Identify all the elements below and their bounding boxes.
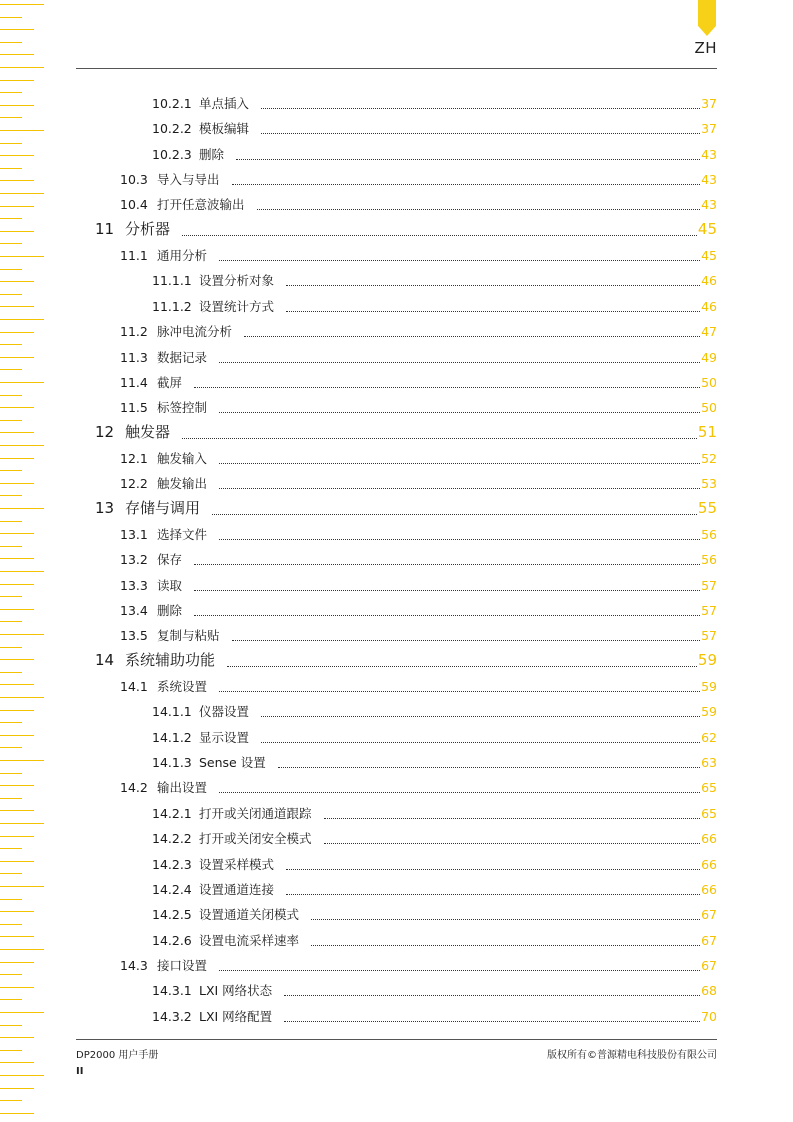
toc-page-number: 43 xyxy=(701,197,717,213)
toc-dot-leader xyxy=(284,994,700,996)
toc-entry-number: 14.2.2 xyxy=(152,831,192,847)
ruler-mark xyxy=(0,659,34,660)
ruler-mark xyxy=(0,974,22,975)
toc-page-number: 49 xyxy=(701,349,717,365)
ruler-mark xyxy=(0,4,44,5)
toc-entry-number: 14.2.4 xyxy=(152,881,192,897)
toc-entry-number: 13.1 xyxy=(120,526,148,542)
toc-page-number: 67 xyxy=(701,957,717,973)
toc-entry-number: 14.2 xyxy=(120,780,148,796)
toc-page-number: 57 xyxy=(701,603,717,618)
toc-dot-leader xyxy=(219,462,700,464)
toc-entry-title: 分析器 xyxy=(125,219,171,238)
ruler-mark xyxy=(0,798,22,799)
toc-entry[interactable] xyxy=(120,626,717,644)
ruler-mark xyxy=(0,886,44,887)
toc-entry[interactable] xyxy=(152,94,717,112)
toc-page-number: 62 xyxy=(701,729,717,745)
toc-entry-title: 标签控制 xyxy=(157,400,208,416)
toc-entry-number: 14.2.3 xyxy=(152,856,192,872)
toc-entry-title: 选择文件 xyxy=(157,526,208,542)
ruler-mark xyxy=(0,508,44,509)
toc-dot-leader xyxy=(257,208,701,210)
toc-entry-number: 14.1.2 xyxy=(152,729,192,745)
toc-entry-title: 设置统计方式 xyxy=(199,298,275,314)
footer-copyright: 版权所有©普源精电科技股份有限公司 xyxy=(547,1050,717,1061)
toc-dot-leader xyxy=(261,132,700,134)
toc-entry[interactable] xyxy=(120,348,717,366)
toc-page-number: 52 xyxy=(701,450,717,466)
ruler-mark xyxy=(0,634,44,635)
ruler-mark xyxy=(0,344,22,345)
toc-page-number: 57 xyxy=(701,628,717,644)
toc-entry[interactable] xyxy=(152,1007,717,1025)
toc-dot-leader xyxy=(232,639,701,641)
ruler-mark xyxy=(0,1088,34,1089)
ruler-mark xyxy=(0,445,44,446)
toc-entry[interactable] xyxy=(152,271,717,289)
toc-entry-title: 显示设置 xyxy=(199,729,250,745)
toc-entry-number: 11.4 xyxy=(120,374,148,390)
toc-entry-title: 导入与导出 xyxy=(157,172,220,188)
toc-dot-leader xyxy=(324,842,701,844)
toc-entry-number: 13.5 xyxy=(120,628,148,644)
toc-page-number: 65 xyxy=(701,780,717,796)
toc-dot-leader xyxy=(227,665,697,667)
ruler-mark xyxy=(0,80,34,81)
toc-page-number: 65 xyxy=(701,805,717,821)
toc-dot-leader xyxy=(261,715,700,717)
toc-page-number: 59 xyxy=(701,679,717,695)
toc-entry[interactable] xyxy=(152,753,717,771)
toc-dot-leader xyxy=(244,335,700,337)
toc-entry-title: 脉冲电流分析 xyxy=(157,324,233,340)
toc-page-number: 66 xyxy=(701,881,717,897)
ruler-mark xyxy=(0,206,34,207)
margin-ruler-strip xyxy=(0,0,46,1122)
toc-entry[interactable] xyxy=(152,297,717,315)
ruler-mark xyxy=(0,836,34,837)
toc-dot-leader xyxy=(219,969,700,971)
toc-entry-number: 11.2 xyxy=(120,324,148,340)
toc-entry[interactable] xyxy=(120,474,717,492)
ruler-mark xyxy=(0,1100,22,1101)
ruler-mark xyxy=(0,558,34,559)
toc-entry-title: 复制与粘贴 xyxy=(157,628,220,644)
toc-dot-leader xyxy=(219,361,700,363)
toc-entry[interactable] xyxy=(152,981,717,999)
footer-manual-title: DP2000 用户手册 xyxy=(76,1050,159,1061)
ruler-mark xyxy=(0,332,34,333)
ruler-mark xyxy=(0,105,34,106)
toc-entry-title: 触发输出 xyxy=(157,476,208,492)
toc-entry-number: 13 xyxy=(95,498,115,517)
toc-entry[interactable] xyxy=(152,880,717,898)
ruler-mark xyxy=(0,281,34,282)
toc-page-number: 63 xyxy=(701,755,717,771)
ruler-mark xyxy=(0,319,44,320)
toc-page-number: 67 xyxy=(701,907,717,923)
toc-entry[interactable] xyxy=(120,449,717,467)
toc-page-number: 66 xyxy=(701,856,717,872)
toc-entry-number: 10.2.2 xyxy=(152,121,192,137)
toc-page-number: 45 xyxy=(701,248,717,264)
toc-entry[interactable] xyxy=(95,649,717,670)
ruler-mark xyxy=(0,29,34,30)
toc-page-number: 55 xyxy=(697,498,717,517)
toc-dot-leader xyxy=(261,107,700,109)
toc-entry-title: 设置通道关闭模式 xyxy=(199,907,300,923)
toc-entry-title: LXI 网络配置 xyxy=(199,1008,273,1024)
toc-entry[interactable] xyxy=(152,829,717,847)
toc-dot-leader xyxy=(194,614,700,616)
toc-entry-number: 14.1.3 xyxy=(152,755,192,771)
ruler-mark xyxy=(0,810,34,811)
ruler-mark xyxy=(0,130,44,131)
ruler-mark xyxy=(0,54,34,55)
toc-entry-number: 14.1.1 xyxy=(152,704,192,720)
toc-entry-number: 10.2.3 xyxy=(152,146,192,162)
toc-entry[interactable] xyxy=(120,195,717,213)
toc-entry[interactable] xyxy=(120,550,717,568)
ruler-mark xyxy=(0,747,22,748)
toc-dot-leader xyxy=(261,741,700,743)
ruler-mark xyxy=(0,117,22,118)
toc-entry-number: 13.4 xyxy=(120,603,148,618)
ruler-mark xyxy=(0,697,44,698)
toc-entry-number: 12.1 xyxy=(120,450,148,466)
ruler-mark xyxy=(0,924,22,925)
toc-entry[interactable] xyxy=(152,702,717,720)
ruler-mark xyxy=(0,609,34,610)
toc-entry[interactable] xyxy=(120,576,717,594)
toc-page-number: 43 xyxy=(701,172,717,188)
toc-entry-number: 10.3 xyxy=(120,172,148,188)
toc-dot-leader xyxy=(286,868,700,870)
toc-entry-title: 输出设置 xyxy=(157,780,208,796)
ruler-mark xyxy=(0,848,22,849)
ruler-mark xyxy=(0,596,22,597)
ruler-mark xyxy=(0,1012,44,1013)
ruler-mark xyxy=(0,621,22,622)
toc-entry-number: 14.2.6 xyxy=(152,932,192,948)
toc-dot-leader xyxy=(212,513,697,515)
toc-dot-leader xyxy=(284,1020,700,1022)
toc-page-number: 50 xyxy=(701,400,717,416)
toc-entry-title: 设置分析对象 xyxy=(199,273,275,289)
toc-dot-leader xyxy=(286,310,700,312)
toc-page-number: 66 xyxy=(701,831,717,847)
ruler-mark xyxy=(0,382,44,383)
toc-entry[interactable] xyxy=(152,804,717,822)
ruler-mark xyxy=(0,231,34,232)
toc-dot-leader xyxy=(219,411,700,413)
toc-page-number: 68 xyxy=(701,983,717,999)
toc-entry-title: 系统辅助功能 xyxy=(125,650,216,669)
toc-entry[interactable] xyxy=(120,170,717,188)
ruler-mark xyxy=(0,999,22,1000)
language-tab-marker xyxy=(698,0,716,36)
ruler-mark xyxy=(0,911,34,912)
toc-entry-number: 10.4 xyxy=(120,197,148,213)
ruler-mark xyxy=(0,143,22,144)
toc-entry[interactable] xyxy=(120,373,717,391)
page-number: II xyxy=(76,1066,84,1077)
toc-entry[interactable] xyxy=(120,525,717,543)
toc-entry-number: 10.2.1 xyxy=(152,96,192,111)
toc-page-number: 46 xyxy=(701,273,717,289)
toc-page-number: 37 xyxy=(701,96,717,111)
toc-page-number: 43 xyxy=(701,146,717,162)
toc-page-number: 59 xyxy=(697,650,717,669)
toc-entry-number: 14.3 xyxy=(120,957,148,973)
toc-entry-number: 11.1 xyxy=(120,248,148,264)
ruler-mark xyxy=(0,672,22,673)
ruler-mark xyxy=(0,17,22,18)
toc-entry[interactable] xyxy=(152,728,717,746)
toc-entry[interactable] xyxy=(120,778,717,796)
ruler-mark xyxy=(0,407,34,408)
toc-page-number: 57 xyxy=(701,577,717,593)
toc-entry-title: 数据记录 xyxy=(157,349,208,365)
toc-page-number: 47 xyxy=(701,324,717,340)
toc-entry-title: 通用分析 xyxy=(157,248,208,264)
toc-entry-number: 14.3.2 xyxy=(152,1008,192,1024)
ruler-mark xyxy=(0,647,22,648)
ruler-mark xyxy=(0,458,34,459)
toc-entry-title: 仪器设置 xyxy=(199,704,250,720)
ruler-mark xyxy=(0,470,22,471)
ruler-mark xyxy=(0,218,22,219)
ruler-mark xyxy=(0,1025,22,1026)
toc-dot-leader xyxy=(278,766,700,768)
toc-entry-title: 存储与调用 xyxy=(125,498,201,517)
toc-entry-title: 单点插入 xyxy=(199,96,250,111)
toc-entry[interactable] xyxy=(152,931,717,949)
toc-entry-title: 打开或关闭安全模式 xyxy=(199,831,312,847)
ruler-mark xyxy=(0,584,34,585)
toc-entry-title: Sense 设置 xyxy=(199,755,266,771)
toc-entry-title: 截屏 xyxy=(157,374,183,390)
toc-dot-leader xyxy=(182,234,697,236)
toc-dot-leader xyxy=(286,284,700,286)
toc-dot-leader xyxy=(311,918,700,920)
toc-entry[interactable] xyxy=(152,855,717,873)
ruler-mark xyxy=(0,243,22,244)
toc-page-number: 37 xyxy=(701,121,717,137)
ruler-mark xyxy=(0,823,44,824)
toc-dot-leader xyxy=(219,690,700,692)
ruler-mark xyxy=(0,936,34,937)
ruler-mark xyxy=(0,949,44,950)
toc-page-number: 56 xyxy=(701,526,717,542)
ruler-mark xyxy=(0,395,22,396)
toc-page-number: 53 xyxy=(701,476,717,492)
ruler-mark xyxy=(0,1062,34,1063)
toc-entry-number: 11.5 xyxy=(120,400,148,416)
toc-dot-leader xyxy=(219,538,700,540)
ruler-mark xyxy=(0,873,22,874)
ruler-mark xyxy=(0,357,34,358)
toc-entry-number: 13.2 xyxy=(120,552,148,568)
ruler-mark xyxy=(0,760,44,761)
toc-entry[interactable] xyxy=(120,246,717,264)
ruler-mark xyxy=(0,369,22,370)
header-divider xyxy=(76,68,717,69)
ruler-mark xyxy=(0,269,22,270)
footer-divider xyxy=(76,1039,717,1040)
toc-page-number: 51 xyxy=(697,422,717,441)
ruler-mark xyxy=(0,722,22,723)
toc-entry-number: 12.2 xyxy=(120,476,148,492)
toc-entry-number: 14.1 xyxy=(120,679,148,695)
toc-entry-title: 触发输入 xyxy=(157,450,208,466)
toc-entry[interactable] xyxy=(95,218,717,239)
toc-entry-title: 设置通道连接 xyxy=(199,881,275,897)
toc-entry-number: 13.3 xyxy=(120,577,148,593)
toc-dot-leader xyxy=(324,817,701,819)
toc-entry-number: 14.2.1 xyxy=(152,805,192,821)
toc-entry-title: 打开任意波输出 xyxy=(157,197,245,213)
ruler-mark xyxy=(0,483,34,484)
toc-entry-title: 设置采样模式 xyxy=(199,856,275,872)
toc-entry[interactable] xyxy=(120,398,717,416)
toc-page-number: 56 xyxy=(701,552,717,568)
ruler-mark xyxy=(0,294,22,295)
toc-entry-number: 11.1.1 xyxy=(152,273,192,289)
toc-entry-title: 触发器 xyxy=(125,422,171,441)
language-code: ZH xyxy=(694,39,717,57)
ruler-mark xyxy=(0,1037,34,1038)
toc-entry[interactable] xyxy=(152,145,717,163)
toc-entry[interactable] xyxy=(120,956,717,974)
toc-dot-leader xyxy=(182,437,697,439)
toc-entry-number: 11 xyxy=(95,219,115,238)
toc-entry[interactable] xyxy=(95,497,717,518)
toc-entry-title: LXI 网络状态 xyxy=(199,983,273,999)
toc-entry-title: 系统设置 xyxy=(157,679,208,695)
ruler-mark xyxy=(0,420,22,421)
ruler-mark xyxy=(0,42,22,43)
toc-dot-leader xyxy=(194,589,700,591)
toc-entry-title: 删除 xyxy=(157,603,183,618)
ruler-mark xyxy=(0,987,34,988)
ruler-mark xyxy=(0,533,34,534)
ruler-mark xyxy=(0,306,34,307)
ruler-mark xyxy=(0,67,44,68)
ruler-mark xyxy=(0,546,22,547)
toc-dot-leader xyxy=(194,386,700,388)
toc-entry-number: 11.3 xyxy=(120,349,148,365)
ruler-mark xyxy=(0,521,22,522)
ruler-mark xyxy=(0,861,34,862)
ruler-mark xyxy=(0,193,44,194)
toc-entry-title: 接口设置 xyxy=(157,957,208,973)
toc-page-number: 45 xyxy=(697,219,717,238)
toc-entry-title: 保存 xyxy=(157,552,183,568)
toc-dot-leader xyxy=(232,183,701,185)
ruler-mark xyxy=(0,432,34,433)
ruler-mark xyxy=(0,571,44,572)
ruler-mark xyxy=(0,735,34,736)
ruler-mark xyxy=(0,495,22,496)
toc-entry[interactable] xyxy=(120,322,717,340)
toc-dot-leader xyxy=(311,944,700,946)
ruler-mark xyxy=(0,1075,44,1076)
toc-entry-number: 11.1.2 xyxy=(152,298,192,314)
toc-entry[interactable] xyxy=(120,601,717,619)
toc-entry-number: 12 xyxy=(95,422,115,441)
ruler-mark xyxy=(0,256,44,257)
toc-entry-number: 14 xyxy=(95,650,115,669)
toc-entry[interactable] xyxy=(120,677,717,695)
toc-entry-title: 读取 xyxy=(157,577,183,593)
ruler-mark xyxy=(0,773,22,774)
ruler-mark xyxy=(0,155,34,156)
toc-page-number: 50 xyxy=(701,374,717,390)
toc-page-number: 46 xyxy=(701,298,717,314)
ruler-mark xyxy=(0,785,34,786)
ruler-mark xyxy=(0,180,34,181)
toc-entry[interactable] xyxy=(152,905,717,923)
toc-page-number: 59 xyxy=(701,704,717,720)
toc-entry-title: 模板编辑 xyxy=(199,121,250,137)
toc-page-number: 70 xyxy=(701,1008,717,1024)
ruler-mark xyxy=(0,710,34,711)
ruler-mark xyxy=(0,92,22,93)
toc-dot-leader xyxy=(219,259,700,261)
toc-entry[interactable] xyxy=(152,119,717,137)
toc-page-number: 67 xyxy=(701,932,717,948)
toc-entry-title: 设置电流采样速率 xyxy=(199,932,300,948)
ruler-mark xyxy=(0,684,34,685)
ruler-mark xyxy=(0,1113,34,1114)
toc-dot-leader xyxy=(236,158,700,160)
ruler-mark xyxy=(0,1050,22,1051)
toc-dot-leader xyxy=(219,487,700,489)
toc-dot-leader xyxy=(219,791,700,793)
ruler-mark xyxy=(0,962,34,963)
toc-dot-leader xyxy=(286,893,700,895)
toc-entry[interactable] xyxy=(95,421,717,442)
toc-entry-title: 删除 xyxy=(199,146,225,162)
toc-entry-title: 打开或关闭通道跟踪 xyxy=(199,805,312,821)
ruler-mark xyxy=(0,168,22,169)
toc-entry-number: 14.3.1 xyxy=(152,983,192,999)
toc-dot-leader xyxy=(194,563,700,565)
ruler-mark xyxy=(0,899,22,900)
toc-entry-number: 14.2.5 xyxy=(152,907,192,923)
